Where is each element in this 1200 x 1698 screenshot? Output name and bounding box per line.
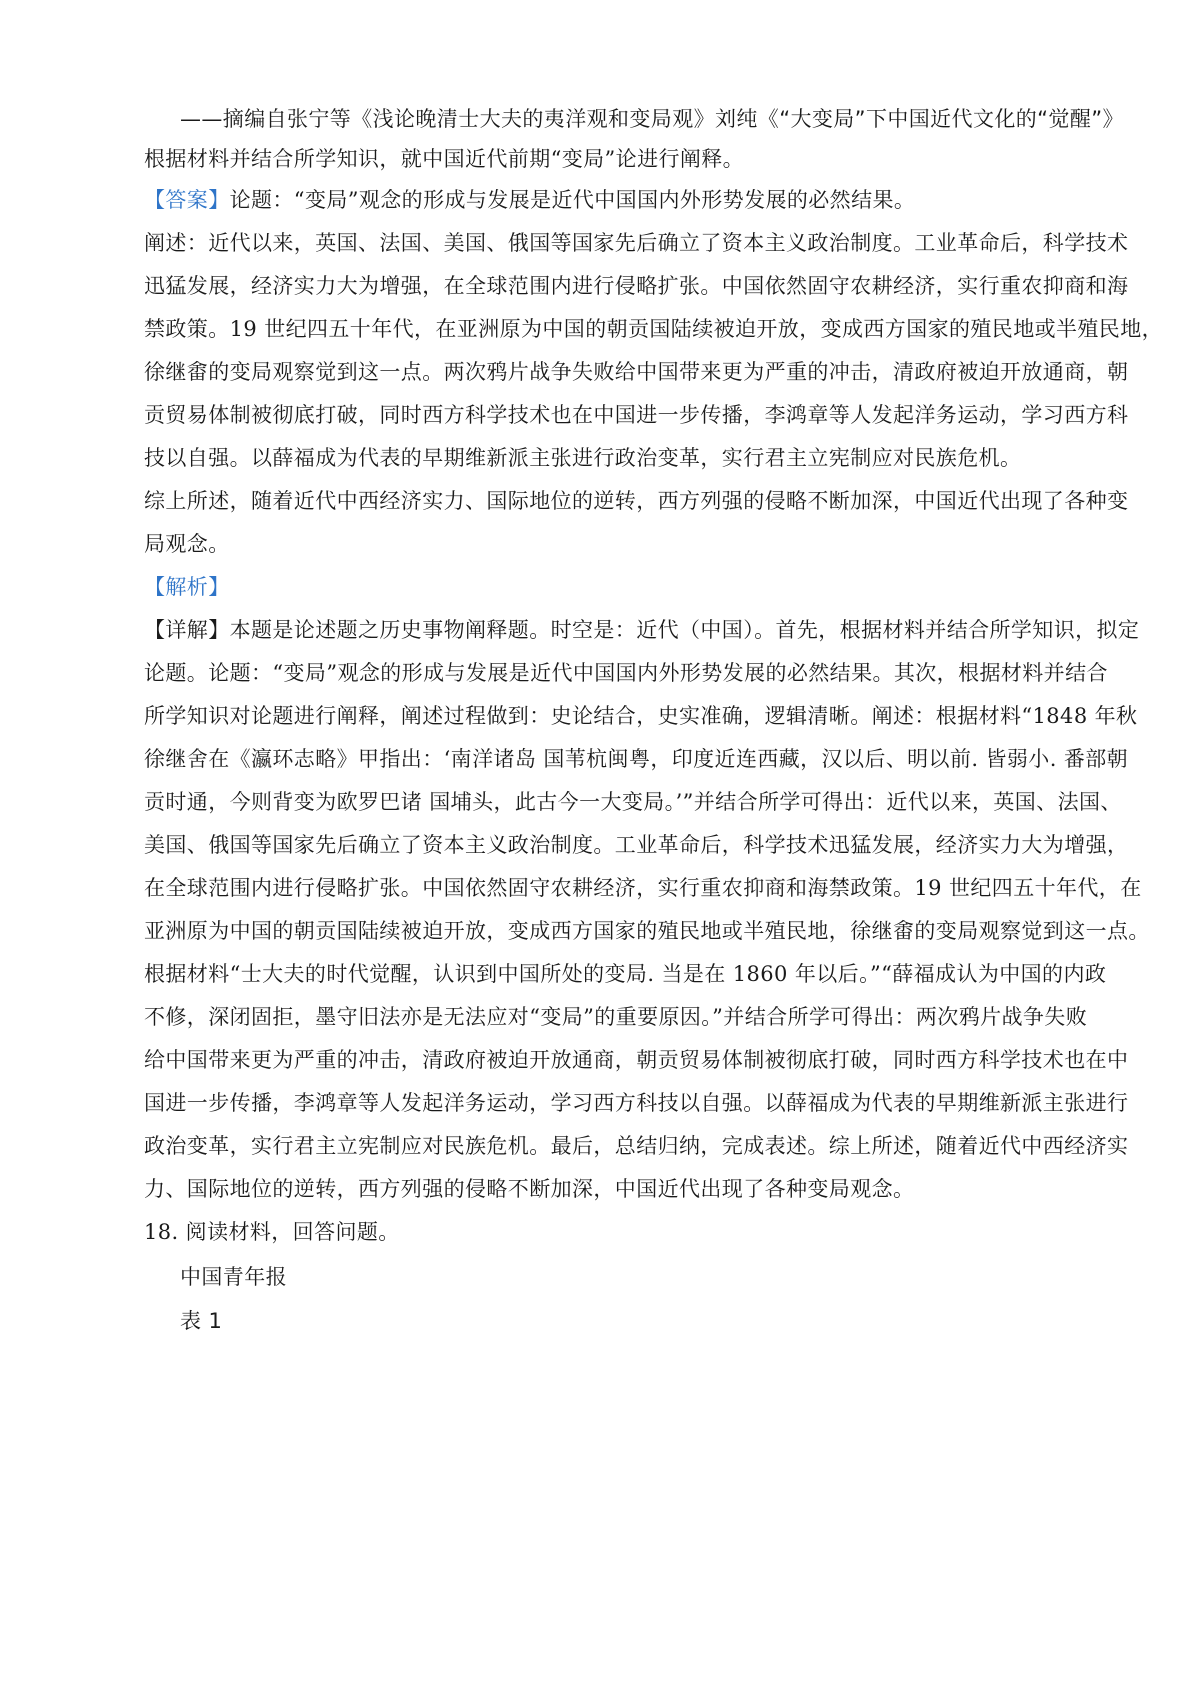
answer-line: 徐继畬的变局观察觉到这一点。两次鸦片战争失败给中国带来更为严重的冲击，清政府被迫开放通商，朝 xyxy=(144,360,1129,384)
answer-line: 贡贸易体制被彻底打破，同时西方科学技术也在中国进一步传播，李鸿章等人发起洋务运动，学习西方科 xyxy=(144,403,1129,427)
question-prompt: 根据材料并结合所学知识，就中国近代前期“变局”论进行阐释。 xyxy=(144,147,745,171)
answer-line: 阐述：近代以来，英国、法国、美国、俄国等国家先后确立了资本主义政治制度。工业革命后，科学技术 xyxy=(144,231,1129,255)
answer-thesis-line xyxy=(144,185,1084,215)
answer-line: 技以自强。以薛福成为代表的早期维新派主张进行政治变革，实行君主立宪制应对民族危机。 xyxy=(144,446,1022,470)
analysis-line: 力、国际地位的逆转，西方列强的侵略不断加深，中国近代出现了各种变局观念。 xyxy=(144,1177,915,1201)
source-citation: ——摘编自张宁等《浅论晚清士大夫的夷洋观和变局观》刘纯《“大变局”下中国近代文化的“觉醒”》 xyxy=(180,107,1124,131)
analysis-line: 根据材料“士大夫的时代觉醒，认识到中国所处的变局. 当是在 1860 年以后。”“薛福成认为中国的内政 xyxy=(144,962,1107,986)
analysis-line: 在全球范围内进行侵略扩张。中国依然固守农耕经济，实行重农抑商和海禁政策。19 世纪四五十年代，在 xyxy=(144,876,1142,900)
answer-line: 综上所述，随着近代中西经济实力、国际地位的逆转，西方列强的侵略不断加深，中国近代出现了各种变 xyxy=(144,489,1129,513)
answer-line: 局观念。 xyxy=(144,532,230,556)
analysis-line: 不修，深闭固拒，墨守旧法亦是无法应对“变局”的重要原因。”并结合所学可得出：两次鸦片战争失败 xyxy=(144,1005,1088,1029)
answer-label: 【答案】 xyxy=(144,188,230,212)
material-source-label: 中国青年报 xyxy=(180,1265,287,1289)
analysis-line: 亚洲原为中国的朝贡国陆续被迫开放，变成西方国家的殖民地或半殖民地，徐继畬的变局观察觉到这一点。 xyxy=(144,919,1150,943)
question-18-title: 18. 阅读材料，回答问题。 xyxy=(144,1220,400,1244)
analysis-line: 徐继舍在《瀛环志略》甲指出：‘南洋诸岛 国苇杭闽粤，印度近连西藏，汉以后、明以前. 皆弱小. 番部朝 xyxy=(144,747,1129,771)
answer-line: 禁政策。19 世纪四五十年代，在亚洲原为中国的朝贡国陆续被迫开放，变成西方国家的殖民地或半殖民地， xyxy=(144,317,1163,341)
table-caption: 表 1 xyxy=(180,1309,223,1333)
answer-thesis: 论题：“变局”观念的形成与发展是近代中国国内外形势发展的必然结果。 xyxy=(229,188,916,212)
answer-line: 迅猛发展，经济实力大为增强，在全球范围内进行侵略扩张。中国依然固守农耕经济，实行重农抑商和海 xyxy=(144,274,1129,298)
analysis-line: 美国、俄国等国家先后确立了资本主义政治制度。工业革命后，科学技术迅猛发展，经济实力大为增强， xyxy=(144,833,1129,857)
analysis-line: 【详解】本题是论述题之历史事物阐释题。时空是：近代（中国）。首先，根据材料并结合所学知识，拟定 xyxy=(144,618,1140,642)
analysis-line: 贡时通，今则背变为欧罗巴诸 国埔头，此古今一大变局。’”并结合所学可得出：近代以来，英国、法国、 xyxy=(144,790,1122,814)
analysis-line: 给中国带来更为严重的冲击，清政府被迫开放通商，朝贡贸易体制被彻底打破，同时西方科学技术也在中 xyxy=(144,1048,1129,1072)
analysis-line: 所学知识对论题进行阐释，阐述过程做到：史论结合，史实准确，逻辑清晰。阐述：根据材料“1848 年秋 xyxy=(144,704,1138,728)
analysis-line: 论题。论题：“变局”观念的形成与发展是近代中国国内外形势发展的必然结果。其次，根据材料并结合 xyxy=(144,661,1108,685)
analysis-label: 【解析】 xyxy=(144,575,230,599)
analysis-line: 政治变革，实行君主立宪制应对民族危机。最后，总结归纳，完成表述。综上所述，随着近代中西经济实 xyxy=(144,1134,1129,1158)
analysis-line: 国进一步传播，李鸿章等人发起洋务运动，学习西方科技以自强。以薛福成为代表的早期维新派主张进行 xyxy=(144,1091,1129,1115)
